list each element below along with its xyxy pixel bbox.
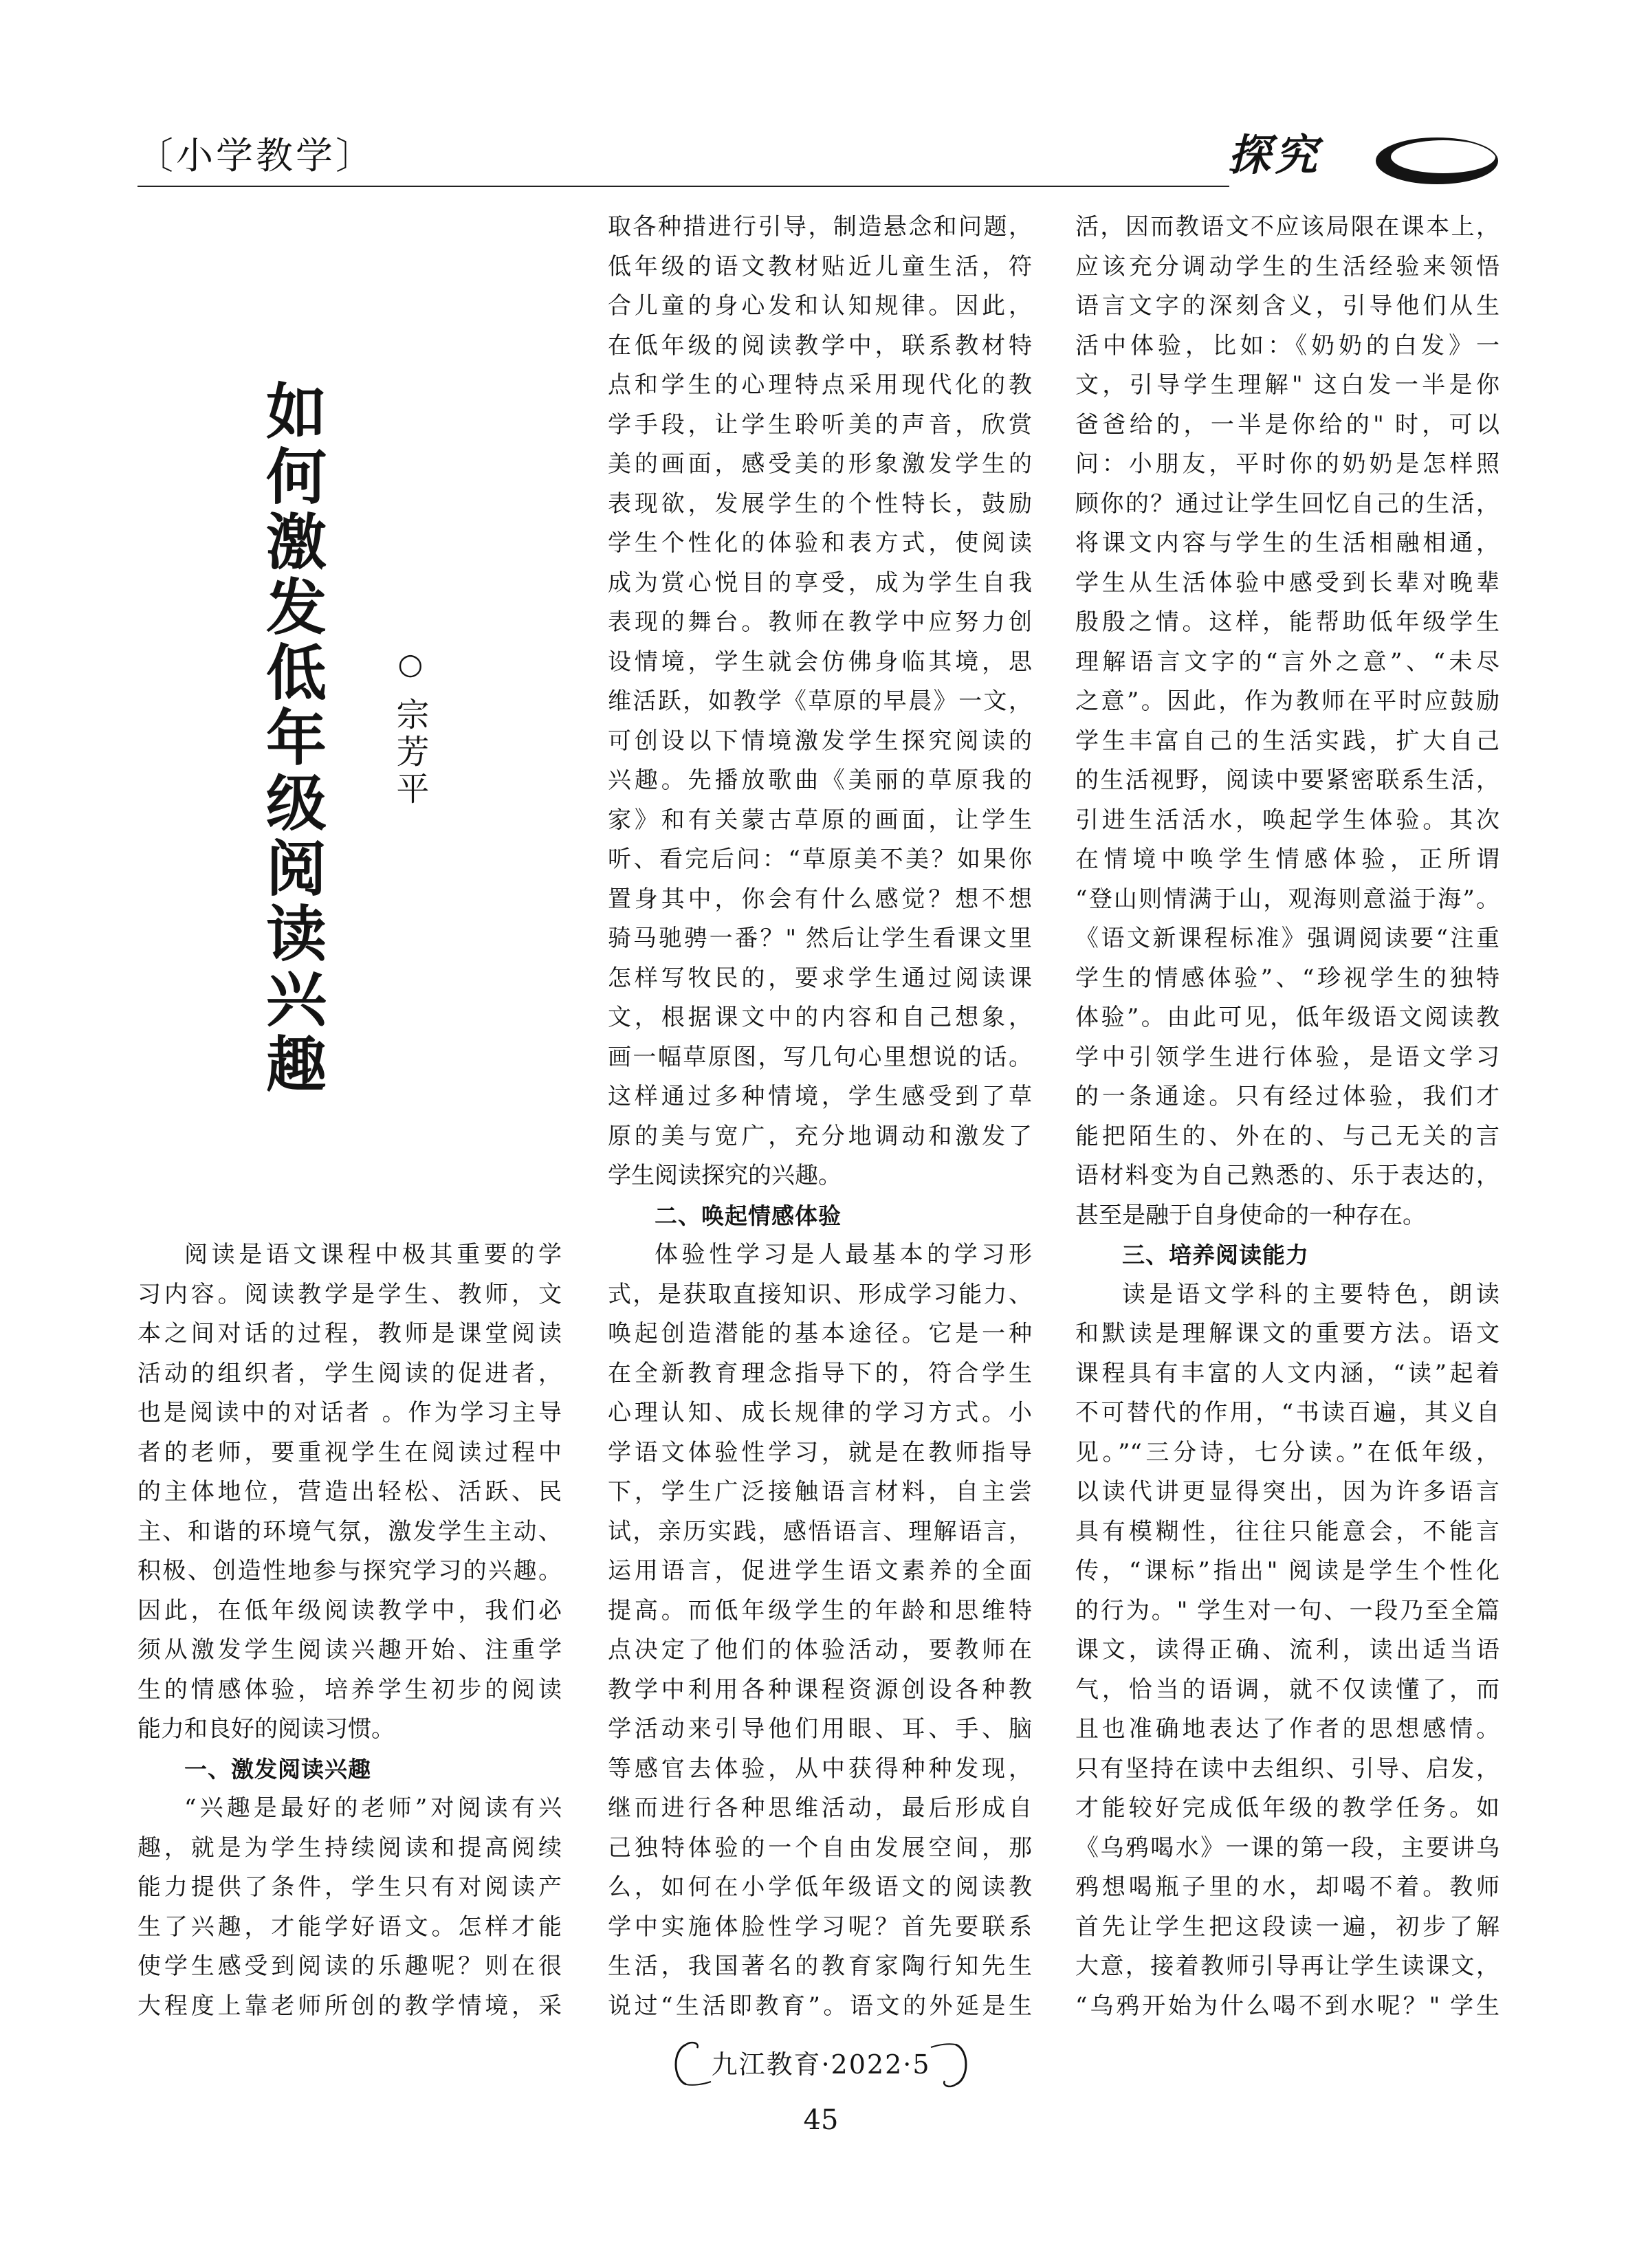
text-line: “兴趣是最好的老师”对阅读有兴	[184, 1794, 562, 1822]
text-line: 语材料变为自己熟悉的、乐于表达的，	[1075, 1162, 1499, 1189]
oval-logo-icon	[1374, 135, 1500, 187]
paragraph	[1075, 1275, 1499, 2027]
section-heading: 二、唤起情感体验	[655, 1202, 842, 1229]
text-line: 将课文内容与学生的生活相融相通，	[1075, 529, 1499, 557]
text-line: 学生丰富自己的生活实践，扩大自己	[1075, 727, 1499, 755]
text-line: 习内容。阅读教学是学生、教师，文	[138, 1280, 562, 1308]
text-line: 心理认知、成长规律的学习方式。小	[608, 1399, 1032, 1427]
text-line: 学手段，让学生聆听美的声音，欣赏	[608, 410, 1032, 439]
paragraph	[138, 1789, 562, 2026]
text-line: 气，恰当的语调，就不仅读懂了，而	[1075, 1675, 1499, 1704]
text-line: 听、看完后问：“草原美不美？如果你	[608, 846, 1032, 873]
text-line: 学生阅读探究的兴趣。	[608, 1162, 842, 1189]
text-line: 积极、创造性地参与探究学习的兴趣。	[138, 1557, 562, 1585]
text-line: 表现欲，发展学生的个性特长，鼓励	[608, 489, 1032, 518]
text-line: 首先让学生把这段读一遍，初步了解	[1075, 1913, 1499, 1941]
text-line: 能力提供了条件，学生只有对阅读产	[138, 1873, 562, 1901]
author-byline	[385, 646, 440, 825]
text-line: 殷殷之情。这样，能帮助低年级学生	[1075, 608, 1499, 636]
text-line: 只有坚持在读中去组织、引导、启发，	[1075, 1754, 1499, 1783]
text-line: 说过“生活即教育”。语文的外延是生	[608, 1992, 1032, 2020]
text-line: 骑马驰骋一番？" 然后让学生看课文里	[608, 925, 1032, 952]
text-line: 设情境，学生就会仿佛身临其境，思	[608, 648, 1032, 676]
text-line: 教学中利用各种课程资源创设各种教	[608, 1675, 1032, 1704]
text-line: 文，引导学生理解" 这白发一半是你	[1075, 371, 1499, 399]
author-marker-icon: ○	[397, 647, 424, 681]
text-line: 能力和良好的阅读习惯。	[138, 1715, 395, 1743]
text-line: 家》和有关蒙古草原的画面，让学生	[608, 806, 1032, 834]
text-line: 鸦想喝瓶子里的水，却喝不着。教师	[1075, 1873, 1499, 1901]
text-line: 不可替代的作用，“书读百遍，其义自	[1075, 1399, 1499, 1427]
text-line: “登山则情满于山，观海则意溢于海”。	[1075, 885, 1499, 913]
text-line: 理解语言文字的“言外之意”、“未尽	[1075, 648, 1499, 676]
page-number: 45	[803, 2104, 839, 2136]
text-line: 提高。而低年级学生的年龄和思维特	[608, 1596, 1032, 1625]
text-line: 读是语文学科的主要特色，朗读	[1122, 1280, 1499, 1308]
text-line: 活，因而教语文不应该局限在课本上，	[1075, 213, 1499, 241]
article-title: 如何激发低年级阅读兴趣	[256, 379, 328, 1098]
text-line: 体验性学习是人最基本的学习形	[655, 1241, 1032, 1268]
text-line: 因此，在低年级阅读教学中，我们必	[138, 1596, 562, 1625]
journal-issue: 九江教育·2022·5	[711, 2049, 931, 2080]
text-line: 美的画面，感受美的形象激发学生的	[608, 450, 1032, 478]
text-line: 式，是获取直接知识、形成学习能力、	[608, 1280, 1032, 1308]
text-line: 学生从生活体验中感受到长辈对晚辈	[1075, 569, 1499, 597]
text-line: 怎样写牧民的，要求学生通过阅读课	[608, 964, 1032, 992]
text-line: 成为赏心悦目的享受，成为学生自我	[608, 569, 1032, 597]
text-line: 在情境中唤学生情感体验，正所谓	[1075, 846, 1499, 873]
text-line: 学中引领学生进行体验，是语文学习	[1075, 1043, 1499, 1071]
text-line: 具有模糊性，往往只能意会，不能言	[1075, 1517, 1499, 1545]
text-line: 己独特体验的一个自由发展空间，那	[608, 1834, 1032, 1862]
text-line: 学生的情感体验”、“珍视学生的独特	[1075, 964, 1499, 992]
text-column-2	[608, 208, 1032, 2026]
text-line: 顾你的？通过让学生回忆自己的生活，	[1075, 489, 1499, 518]
text-line: 趣，就是为学生持续阅读和提高阅续	[138, 1834, 562, 1862]
text-line: 和默读是理解课文的重要方法。语文	[1075, 1320, 1499, 1347]
text-line: 者的老师，要重视学生在阅读过程中	[138, 1438, 562, 1466]
text-line: 文，根据课文中的内容和自己想象，	[608, 1004, 1032, 1031]
text-line: 能把陌生的、外在的、与己无关的言	[1075, 1122, 1499, 1150]
text-line: 在低年级的阅读教学中，联系教材特	[608, 331, 1032, 360]
text-line: 置身其中，你会有什么感觉？想不想	[608, 885, 1032, 913]
text-line: 《乌鸦喝水》一课的第一段，主要讲乌	[1075, 1834, 1499, 1862]
paragraph	[608, 1235, 1032, 2026]
text-line: 可创设以下情境激发学生探究阅读的	[608, 727, 1032, 755]
text-line: 低年级的语文教材贴近儿童生活，符	[608, 252, 1032, 280]
text-line: 合儿童的身心发和认知规律。因此，	[608, 292, 1032, 320]
text-line: 生活，我国著名的教育家陶行知先生	[608, 1952, 1032, 1980]
paragraph	[1075, 208, 1499, 1235]
text-line: “乌鸦开始为什么喝不到水呢？" 学生	[1075, 1992, 1499, 2020]
text-line: 点和学生的心理特点采用现代化的教	[608, 371, 1032, 399]
text-line: 《语文新课程标准》强调阅读要“注重	[1075, 925, 1499, 952]
text-line: 活中体验，比如：《奶奶的白发》一	[1075, 331, 1499, 360]
text-line: 取各种措进行引导，制造悬念和问题，	[608, 213, 1032, 241]
text-line: 大意，接着教师引导再让学生读课文，	[1075, 1952, 1499, 1980]
text-column-3	[1075, 208, 1499, 2026]
text-line: 点决定了他们的体验活动，要教师在	[608, 1636, 1032, 1664]
text-line: 唤起创造潜能的基本途径。它是一种	[608, 1320, 1032, 1347]
section-heading: 一、激发阅读兴趣	[184, 1755, 371, 1783]
text-line: 学语文体验性学习，就是在教师指导	[608, 1438, 1032, 1466]
text-line: 么，如何在小学低年级语文的阅读教	[608, 1873, 1032, 1901]
text-line: 生的情感体验，培养学生初步的阅读	[138, 1675, 562, 1704]
text-line: 应该充分调动学生的生活经验来领悟	[1075, 252, 1499, 280]
text-line: 使学生感受到阅读的乐趣呢？则在很	[138, 1952, 562, 1980]
text-line: 体验”。由此可见，低年级语文阅读教	[1075, 1004, 1499, 1031]
text-line: 继而进行各种思维活动，最后形成自	[608, 1794, 1032, 1822]
text-line: 甚至是融于自身使命的一种存在。	[1075, 1201, 1426, 1229]
text-line: 也是阅读中的对话者 。作为学习主导	[138, 1399, 562, 1427]
journal-footer	[666, 2039, 976, 2090]
section-label: 〔小学教学〕	[136, 134, 375, 177]
text-line: 的行为。" 学生对一句、一段乃至全篇	[1075, 1596, 1499, 1625]
text-line: 画一幅草原图，写几句心里想说的话。	[608, 1043, 1032, 1071]
text-line: 语言文字的深刻含义，引导他们从生	[1075, 292, 1499, 320]
text-line: 试，亲历实践，感悟语言、理解语言，	[608, 1517, 1032, 1545]
text-line: 在全新教育理念指导下的，符合学生	[608, 1359, 1032, 1387]
text-line: 这样通过多种情境，学生感受到了草	[608, 1083, 1032, 1110]
text-line: 等感官去体验，从中获得种种发现，	[608, 1754, 1032, 1783]
text-line: 生了兴趣，才能学好语文。怎样才能	[138, 1913, 562, 1941]
text-line: 才能较好完成低年级的教学任务。如	[1075, 1794, 1499, 1822]
text-line: 以读代讲更显得突出，因为许多语言	[1075, 1478, 1499, 1506]
text-line: 课程具有丰富的人文内涵，“读”起着	[1075, 1359, 1499, 1387]
topic-label: 探究	[1228, 130, 1322, 180]
text-line: 引进生活活水，唤起学生体验。其次	[1075, 806, 1499, 834]
text-line: 兴趣。先播放歌曲《美丽的草原我的	[608, 767, 1032, 794]
text-line: 课文，读得正确、流利，读出适当语	[1075, 1636, 1499, 1664]
paragraph	[608, 208, 1032, 1196]
text-line: 问：小朋友，平时你的奶奶是怎样照	[1075, 450, 1499, 478]
text-line: 须从激发学生阅读兴趣开始、注重学	[138, 1636, 562, 1664]
text-line: 主、和谐的环境气氛，激发学生主动、	[138, 1517, 562, 1545]
author-name: 宗芳平	[391, 697, 429, 808]
text-line: 维活跃，如教学《草原的早晨》一文，	[608, 687, 1032, 715]
text-line: 的生活视野，阅读中要紧密联系生活，	[1075, 767, 1499, 794]
text-line: 见。”“三分诗，七分读。”在低年级，	[1075, 1438, 1499, 1466]
text-line: 大程度上靠老师所创的教学情境，采	[138, 1992, 562, 2020]
text-line: 本之间对话的过程，教师是课堂阅读	[138, 1320, 562, 1347]
text-line: 且也准确地表达了作者的思想感情。	[1075, 1715, 1499, 1743]
text-column-1	[138, 1235, 562, 2026]
text-line: 学中实施体脸性学习呢？首先要联系	[608, 1913, 1032, 1941]
paragraph	[138, 1235, 562, 1750]
text-line: 下，学生广泛接触语言材料，自主尝	[608, 1478, 1032, 1506]
text-line: 学活动来引导他们用眼、耳、手、脑	[608, 1715, 1032, 1743]
text-line: 之意”。因此，作为教师在平时应鼓励	[1075, 687, 1499, 715]
text-line: 爸爸给的，一半是你给的" 时，可以	[1075, 410, 1499, 439]
text-line: 的一条通途。只有经过体验，我们才	[1075, 1083, 1499, 1110]
text-line: 传，“课标”指出" 阅读是学生个性化	[1075, 1557, 1499, 1585]
text-line: 表现的舞台。教师在教学中应努力创	[608, 608, 1032, 636]
header-rule	[138, 186, 1229, 187]
section-heading: 三、培养阅读能力	[1122, 1242, 1309, 1268]
text-line: 学生个性化的体验和表方式，使阅读	[608, 529, 1032, 557]
text-line: 活动的组织者，学生阅读的促进者，	[138, 1359, 562, 1387]
text-line: 阅读是语文课程中极其重要的学	[184, 1241, 562, 1268]
text-line: 原的美与宽广，充分地调动和激发了	[608, 1122, 1032, 1150]
text-line: 运用语言，促进学生语文素养的全面	[608, 1557, 1032, 1585]
text-line: 的主体地位，营造出轻松、活跃、民	[138, 1478, 562, 1506]
